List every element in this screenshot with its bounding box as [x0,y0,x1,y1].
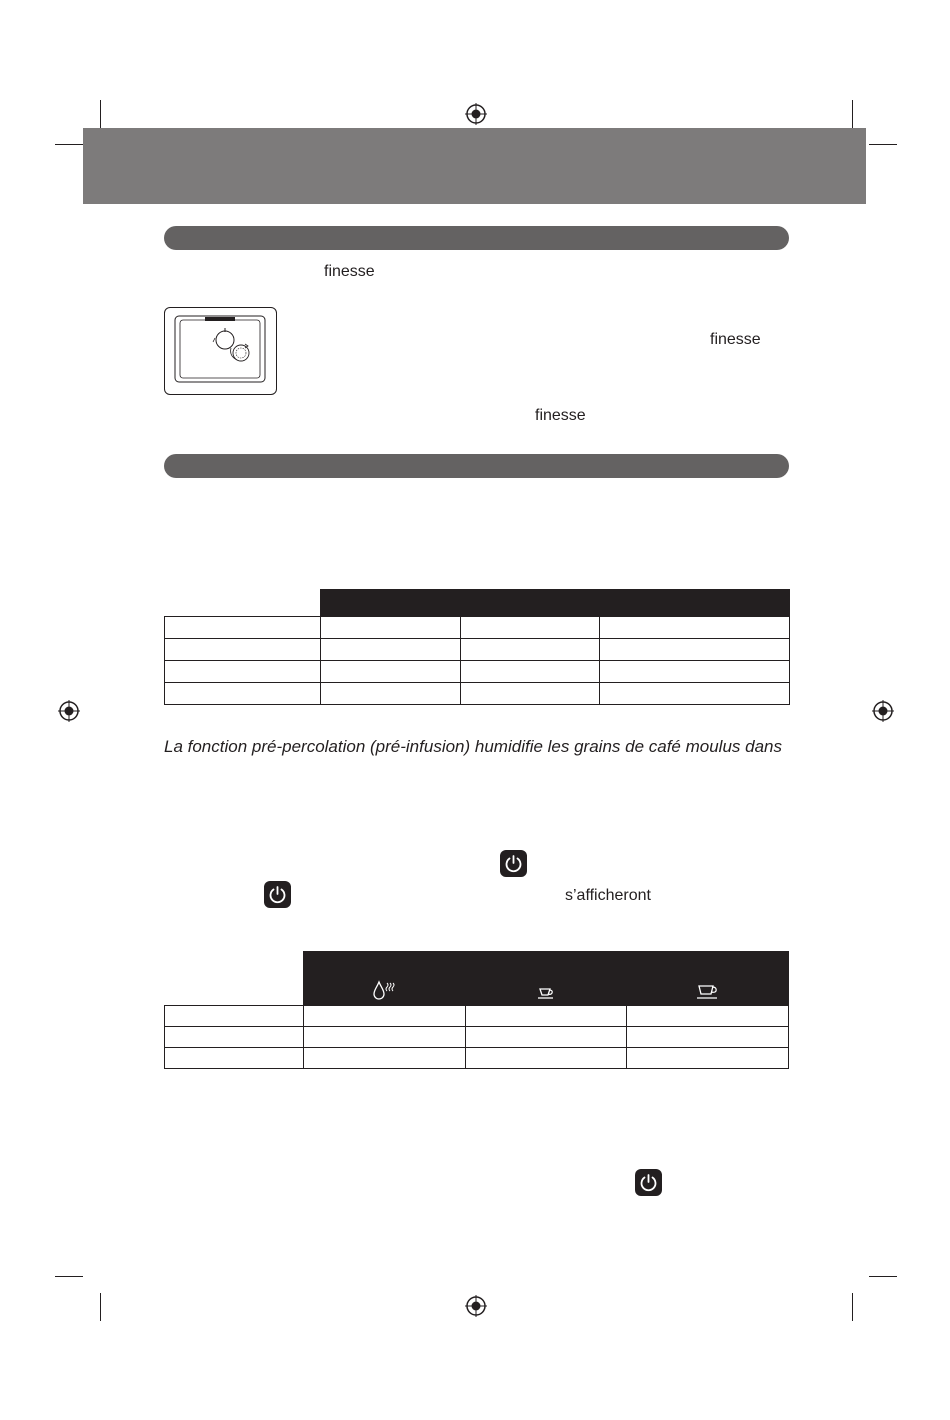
crop-mark-bottom-left-vertical [100,1293,101,1321]
table-cell [627,1048,789,1069]
table-header-empty-cell [165,952,304,1006]
table-cell [320,617,460,639]
table-cell [627,1006,789,1027]
table-header-cell [320,590,460,617]
section-bar-grind [164,226,789,250]
table-cell [320,661,460,683]
table-cell [165,617,321,639]
table-header-row [165,590,790,617]
finesse-label-1: finesse [324,263,375,280]
registration-mark-left-icon [58,700,80,722]
table-row [165,1027,789,1048]
table-header-cell [627,952,789,1006]
table-cell [460,617,600,639]
table-cell [303,1048,465,1069]
table-header-cell [465,952,627,1006]
registration-mark-right-icon [872,700,894,722]
table-cell [465,1048,627,1069]
grinder-dial-illustration [164,307,277,395]
table-cell [165,1048,304,1069]
small-cup-icon [536,984,556,1000]
table-header-row [165,952,789,1006]
table-cell [320,639,460,661]
registration-mark-bottom-icon [465,1295,487,1317]
crop-mark-top-right-horizontal [869,144,897,145]
steam-drop-icon [372,980,396,1002]
table-cell [600,617,790,639]
table-cell [465,1006,627,1027]
table-cell [600,683,790,705]
table-cell [165,683,321,705]
safficheront-label: s’afficheront [565,887,651,904]
table-cell [165,639,321,661]
crop-mark-bottom-right-vertical [852,1293,853,1321]
power-button-icon [500,850,527,877]
power-button-icon [264,881,291,908]
page-header-band [83,128,866,204]
table-row [165,661,790,683]
table-cell [600,639,790,661]
table-row [165,1048,789,1069]
table-header-cell [460,590,600,617]
table-cell [460,661,600,683]
table-cell [165,1006,304,1027]
finesse-label-2: finesse [710,331,761,348]
table-header-cell [303,952,465,1006]
settings-table-2 [164,951,789,1069]
power-button-icon [635,1169,662,1196]
crop-mark-bottom-left-horizontal [55,1276,83,1277]
table-cell [460,683,600,705]
table-cell [460,639,600,661]
crop-mark-top-left-vertical [100,100,101,128]
table-cell [600,661,790,683]
settings-table-1 [164,589,790,705]
table-cell [303,1006,465,1027]
crop-mark-bottom-right-horizontal [869,1276,897,1277]
table-row [165,617,790,639]
section-bar-aroma [164,454,789,478]
crop-mark-top-left-horizontal [55,144,83,145]
table-cell [465,1027,627,1048]
table-cell [165,661,321,683]
table-header-empty-cell [165,590,321,617]
prepercolation-sentence: La fonction pré-percolation (pré-infusion) humidifie les grains de café moulus dans [164,737,783,756]
crop-mark-top-right-vertical [852,100,853,128]
large-cup-icon [696,982,720,1000]
table-row [165,639,790,661]
registration-mark-top-icon [465,103,487,125]
table-cell [165,1027,304,1048]
table-row [165,1006,789,1027]
table-cell [320,683,460,705]
table-row [165,683,790,705]
table-header-cell [600,590,790,617]
finesse-label-3: finesse [535,407,586,424]
table-cell [627,1027,789,1048]
table-cell [303,1027,465,1048]
